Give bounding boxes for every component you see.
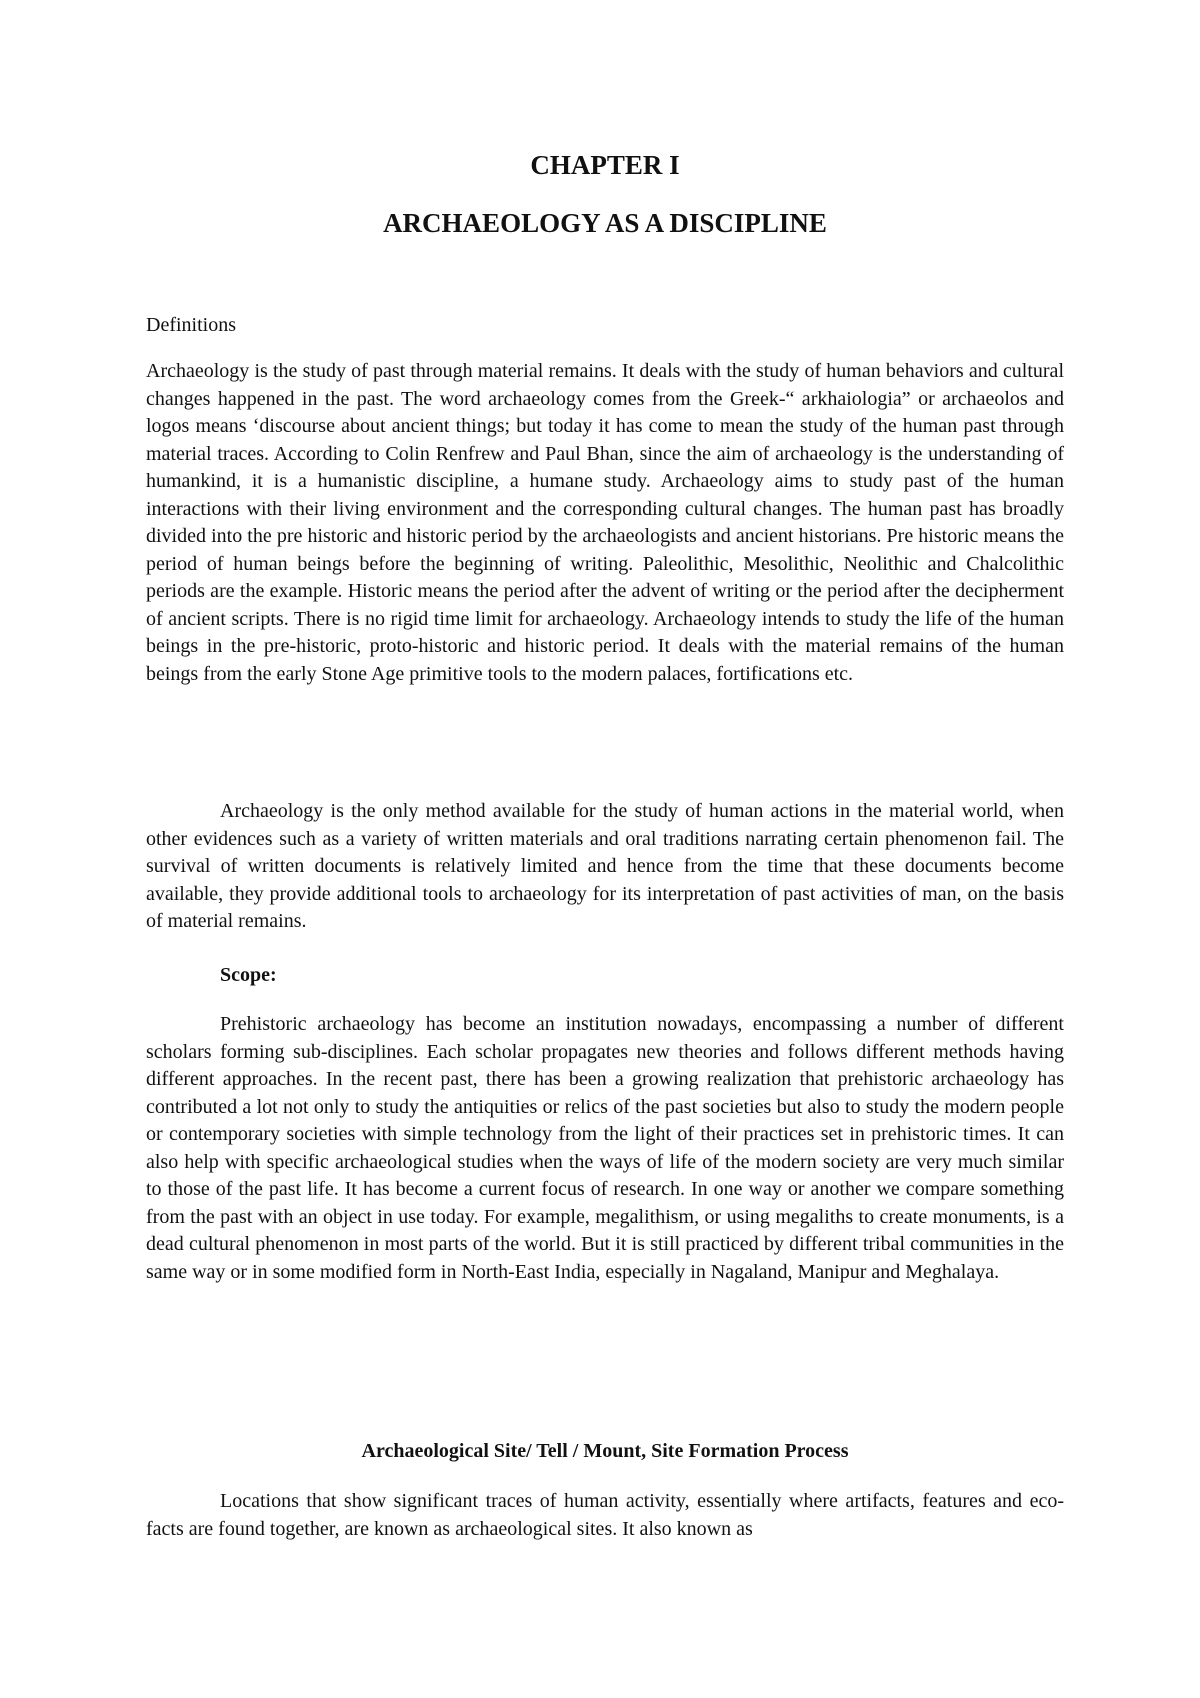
site-paragraph: Locations that show significant traces of human activity, essentially where artifacts, features and eco-facts are found together, are known as archaeological sites. It also known as	[146, 1490, 1064, 1540]
definitions-label: Definitions	[146, 314, 236, 336]
chapter-title: CHAPTER I	[530, 150, 680, 180]
chapter-subtitle: ARCHAEOLOGY AS A DISCIPLINE	[383, 208, 827, 238]
document-page	[146, 0, 1064, 1698]
site-heading: Archaeological Site/ Tell / Mount, Site Formation Process	[361, 1440, 849, 1462]
definitions-paragraph: Archaeology is the study of past through material remains. It deals with the study of human behaviors and cultural changes happened in the past. The word archaeology comes from the Greek-“ arkhaiologia” or archaeolos and logos means ‘discourse about ancient things; but today it has come to mean the study of the human past through material traces. According to Colin Renfrew and Paul Bhan, since the aim of archaeology is the understanding of humankind, it is a humanistic discipline, a humane study. Archaeology aims to study past of the human interactions with their living environment and the corresponding cultural changes. The human past has broadly divided into the pre historic and historic period by the archaeologists and ancient historians. Pre historic means the period of human beings before the beginning of writing. Paleolithic, Mesolithic, Neolithic and Chalcolithic periods are the example. Historic means the period after the advent of writing or the period after the decipherment of ancient scripts. There is no rigid time limit for archaeology. Archaeology intends to study the life of the human beings in the pre-historic, proto-historic and historic period. It deals with the material remains of the human beings from the early Stone Age primitive tools to the modern palaces, fortifications etc.	[146, 360, 1064, 685]
scope-heading: Scope:	[220, 964, 277, 986]
method-paragraph: Archaeology is the only method available for the study of human actions in the material world, when other evidences such as a variety of written materials and oral traditions narrating certain phenomenon fail. The survival of written documents is relatively limited and hence from the time that these documents become available, they provide additional tools to archaeology for its interpretation of past activities of man, on the basis of material remains.	[146, 800, 1064, 932]
scope-paragraph: Prehistoric archaeology has become an institution nowadays, encompassing a number of different scholars forming sub-disciplines. Each scholar propagates new theories and follows different methods having different approaches. In the recent past, there has been a growing realization that prehistoric archaeology has contributed a lot not only to study the antiquities or relics of the past societies but also to study the modern people or contemporary societies with simple technology from the light of their practices set in prehistoric times. It can also help with specific archaeological studies when the ways of life of the modern society are very much similar to those of the past life. It has become a current focus of research. In one way or another we compare something from the past with an object in use today. For example, megalithism, or using megaliths to create monuments, is a dead cultural phenomenon in most parts of the world. But it is still practiced by different tribal communities in the same way or in some modified form in North-East India, especially in Nagaland, Manipur and Meghalaya.	[146, 1013, 1064, 1283]
